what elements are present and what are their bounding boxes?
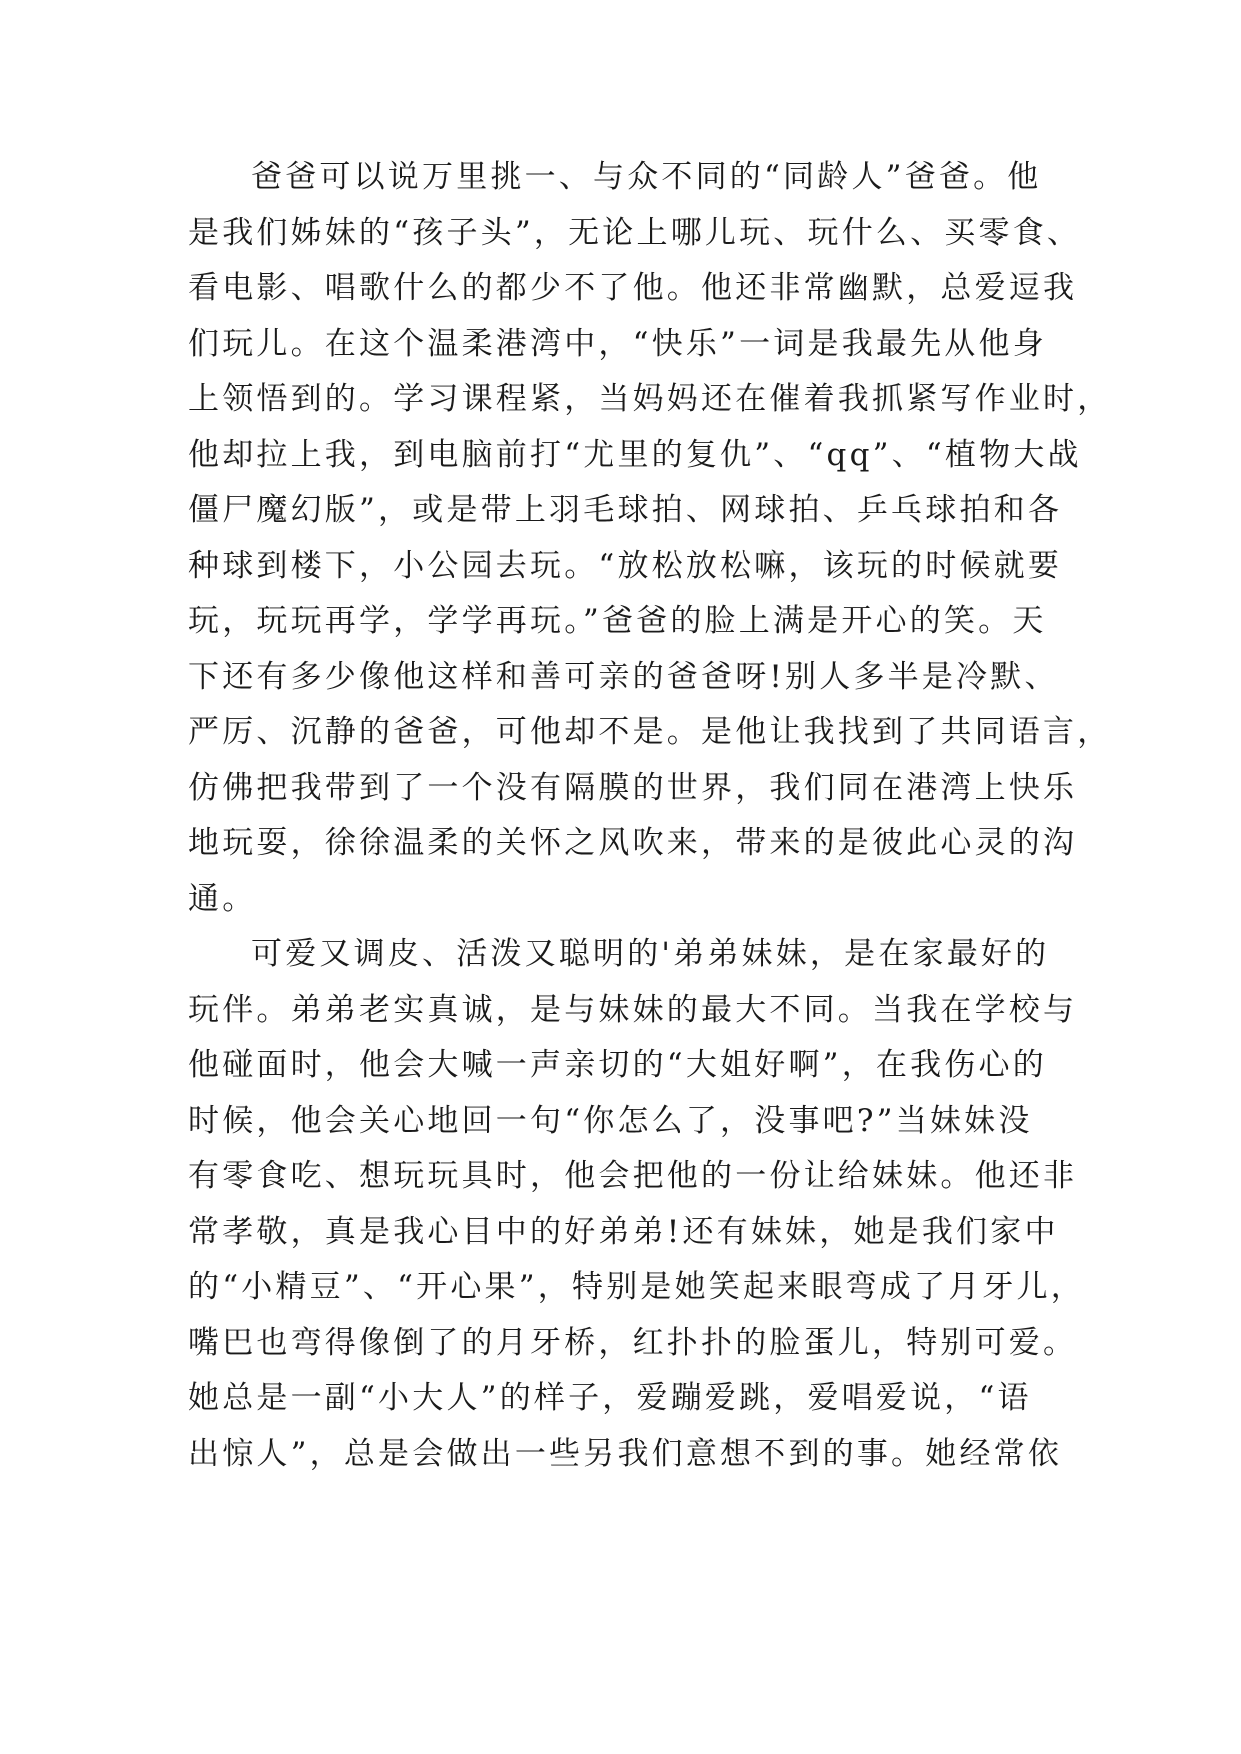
text-line: 她总是一副“小大人”的样子，爱蹦爱跳，爱唱爱说，“语	[188, 1380, 1032, 1416]
paragraph-siblings	[188, 927, 1085, 1482]
text-line: 上领悟到的。学习课程紧，当妈妈还在催着我抓紧写作业时，	[188, 381, 1112, 417]
document-body	[188, 150, 1112, 1482]
text-line: 们玩儿。在这个温柔港湾中，“快乐”一词是我最先从他身	[188, 325, 1047, 362]
text-line: 玩，玩玩再学，学学再玩。”爸爸的脸上满是开心的笑。天	[188, 603, 1047, 639]
text-line: 是我们姊妹的“孩子头”，无论上哪儿玩、玩什么、买零食、	[188, 214, 1082, 251]
text-line: 下还有多少像他这样和善可亲的爸爸呀!别人多半是冷默、	[188, 658, 1059, 695]
text-line: 常孝敬，真是我心目中的好弟弟!还有妹妹，她是我们家中	[188, 1213, 1059, 1250]
text-line: 他却拉上我，到电脑前打“尤里的复仇”、“qq”、“植物大战	[188, 436, 1082, 473]
text-line: 嘴巴也弯得像倒了的月牙桥，红扑扑的脸蛋儿，特别可爱。	[188, 1324, 1078, 1361]
text-line: 严厉、沉静的爸爸，可他却不是。是他让我找到了共同语言，	[188, 714, 1112, 750]
text-line: 种球到楼下，小公园去玩。“放松放松嘛，该玩的时候就要	[188, 547, 1063, 584]
text-line: 仿佛把我带到了一个没有隔膜的世界，我们同在港湾上快乐	[188, 769, 1078, 806]
text-line: 地玩耍，徐徐温柔的关怀之风吹来，带来的是彼此心灵的沟	[188, 825, 1078, 861]
text-line: 爸爸可以说万里挑一、与众不同的“同龄人”爸爸。他	[251, 159, 1042, 195]
text-line: 通。	[188, 880, 257, 917]
text-line: 他碰面时，他会大喊一声亲切的“大姐好啊”，在我伤心的	[188, 1047, 1047, 1083]
text-line: 可爱又调皮、活泼又聪明的'弟弟妹妹，是在家最好的	[251, 936, 1050, 972]
text-line: 僵尸魔幻版”，或是带上羽毛球拍、网球拍、乒乓球拍和各	[188, 492, 1063, 528]
text-line: 时候，他会关心地回一句“你怎么了，没事吧?”当妹妹没	[188, 1102, 1033, 1139]
text-line: 有零食吃、想玩玩具时，他会把他的一份让给妹妹。他还非	[188, 1158, 1078, 1194]
text-line: 出惊人”，总是会做出一些另我们意想不到的事。她经常依	[188, 1435, 1063, 1472]
text-line: 玩伴。弟弟老实真诚，是与妹妹的最大不同。当我在学校与	[188, 991, 1078, 1028]
text-line: 的“小精豆”、“开心果”，特别是她笑起来眼弯成了月牙儿，	[188, 1269, 1085, 1305]
paragraph-father	[188, 150, 1112, 927]
text-line: 看电影、唱歌什么的都少不了他。他还非常幽默，总爱逗我	[188, 270, 1078, 306]
